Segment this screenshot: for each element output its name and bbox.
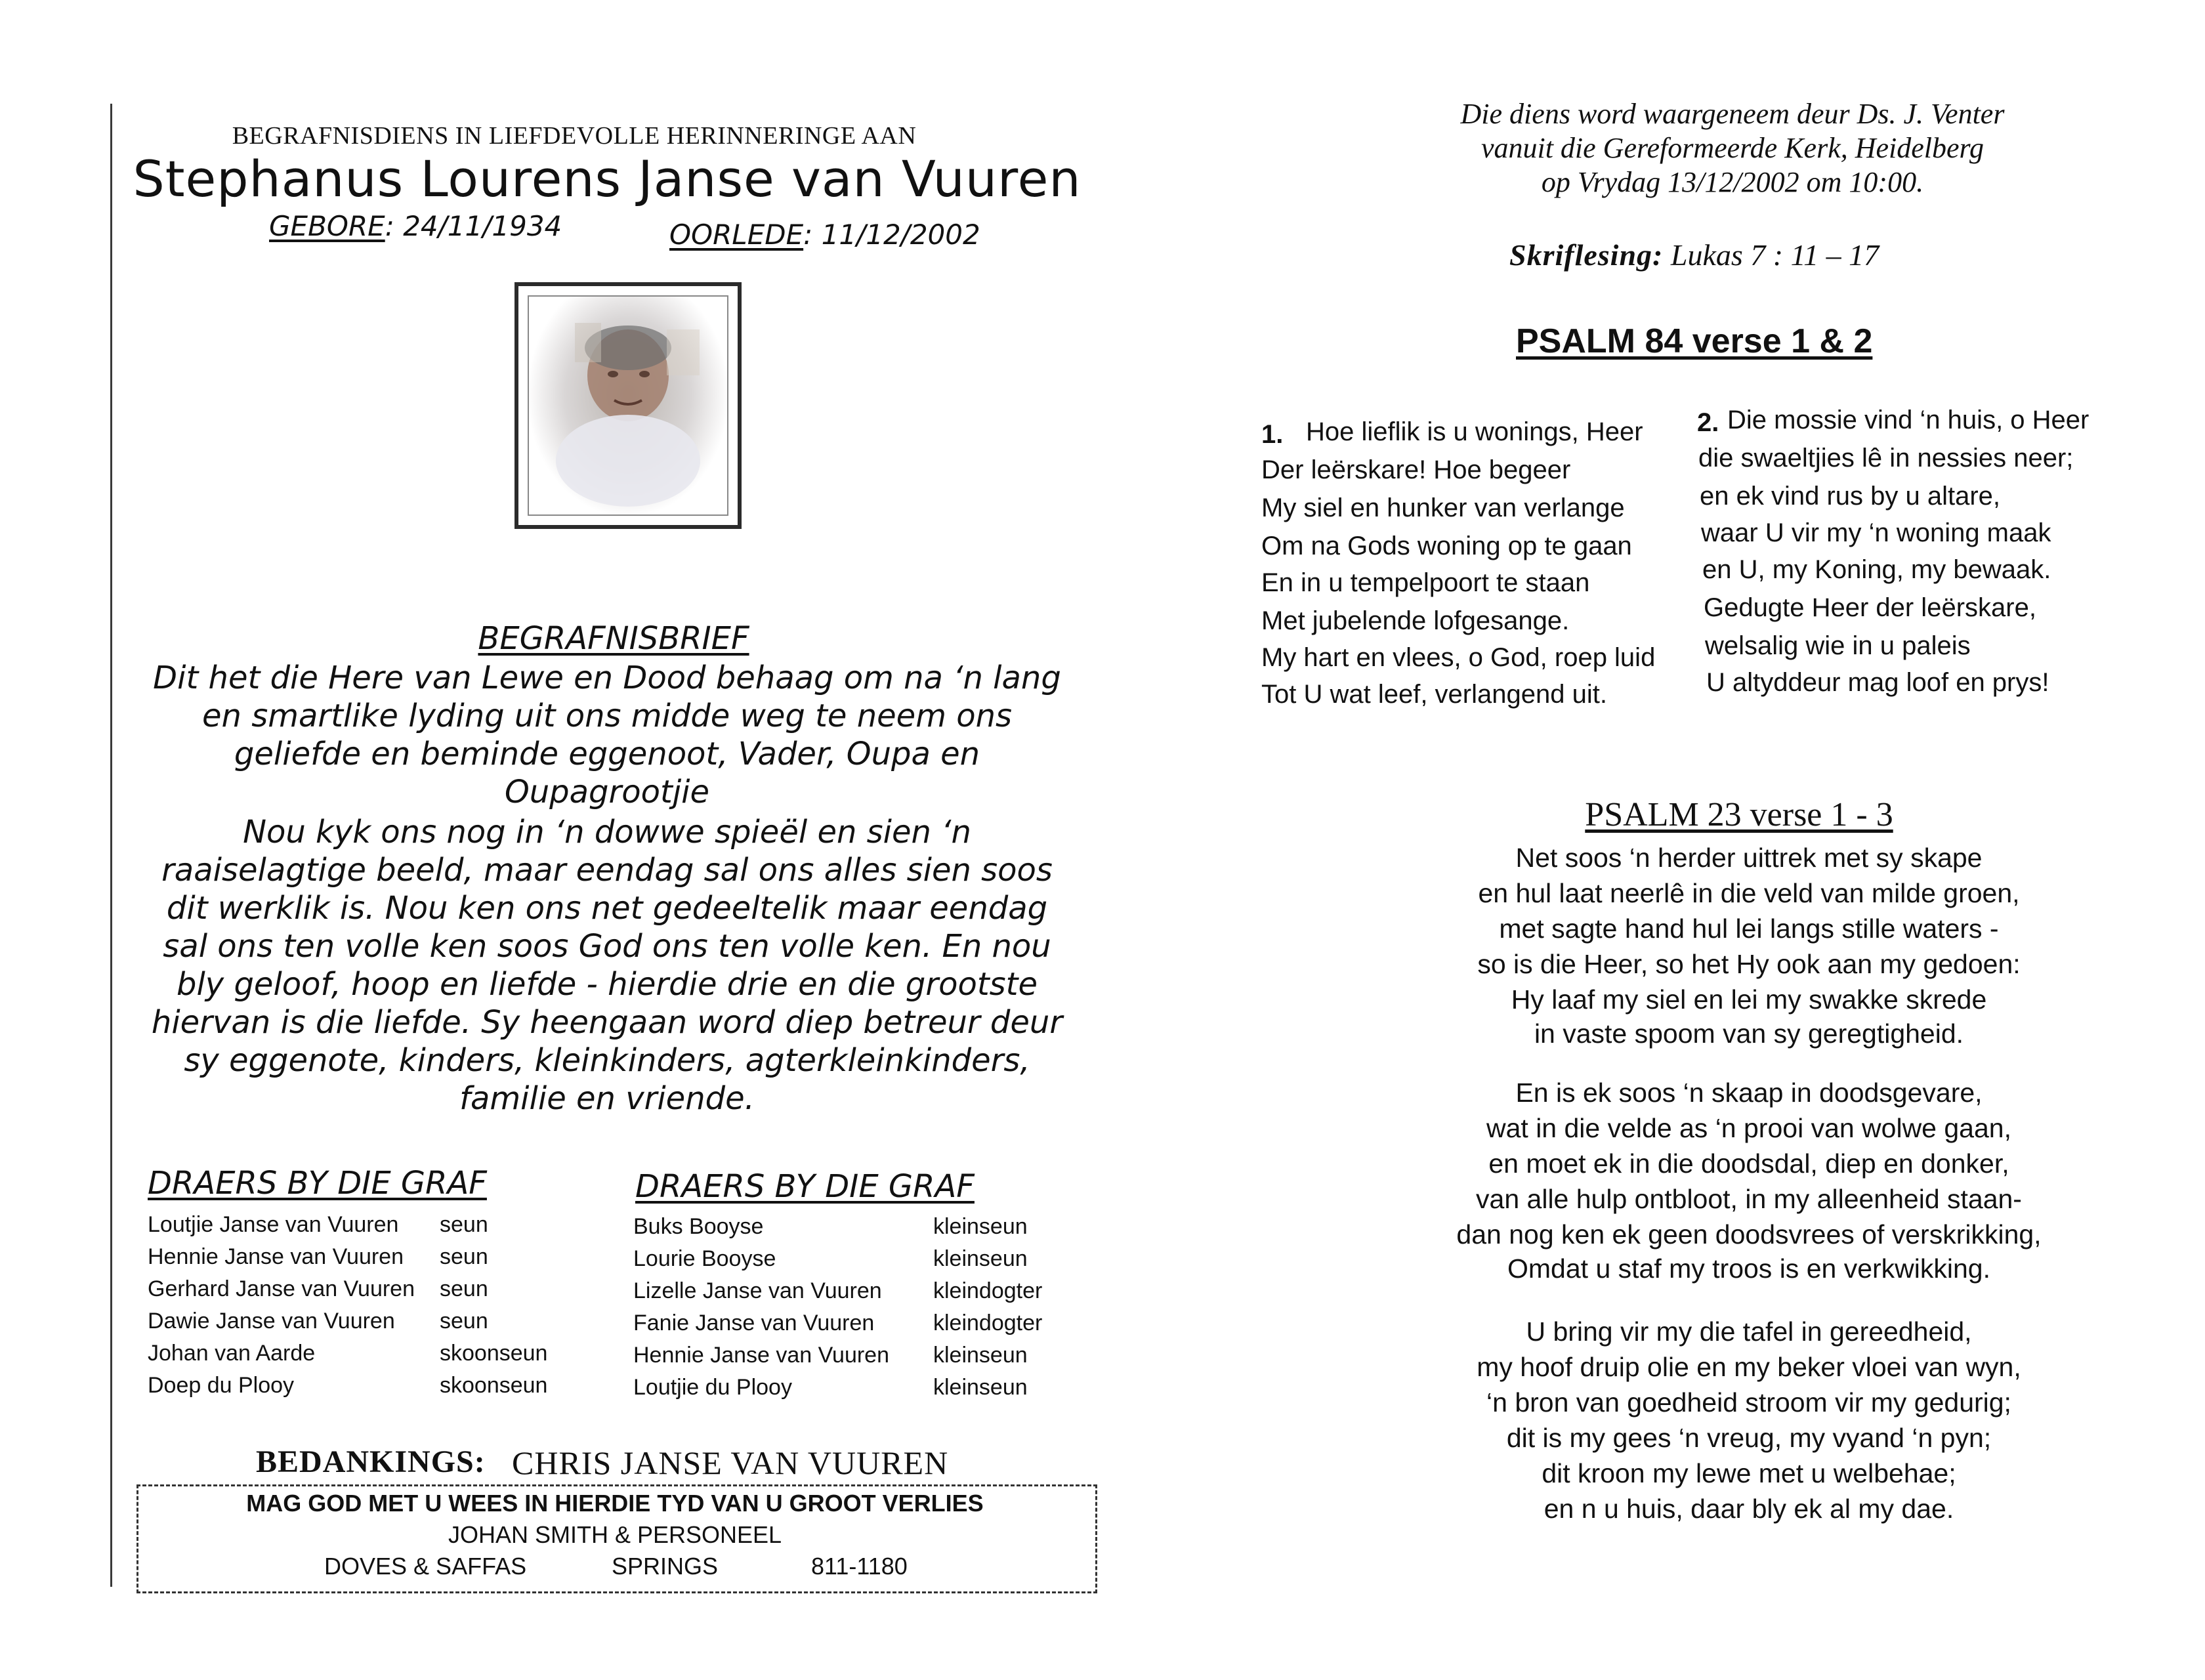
bearers-title-right: DRAERS BY DIE GRAF [635,1168,975,1205]
letter-line: geliefde en beminde eggenoot, Vader, Oupa en [234,736,980,772]
verse-line: waar U vir my ‘n woning maak [1701,518,2051,547]
undertaker-staff: JOHAN SMITH & PERSONEEL [448,1521,782,1548]
bearer-relation: skoonseun [440,1341,548,1366]
undertaker-phone: 811-1180 [811,1553,908,1580]
undertaker-name: DOVES & SAFFAS [324,1553,527,1580]
bearer-relation: kleinseun [933,1375,1028,1400]
bearer-relation: kleindogter [933,1278,1043,1303]
verse-line: en ek vind rus by u altare, [1700,482,2001,511]
psalm23-line: my hoof druip olie en my beker vloei van wyn, [1477,1352,2021,1382]
scripture-reading [1509,238,1879,272]
service-line: op Vrydag 13/12/2002 om 10:00. [1541,166,1924,198]
psalm23-line: Omdat u staf my troos is en verkwikking. [1507,1253,1990,1284]
portrait-photo [528,295,728,516]
undertaker-condolence: MAG GOD MET U WEES IN HIERDIE TYD VAN U GROOT VERLIES [246,1490,984,1517]
psalm23-line: U bring vir my die tafel in gereedheid, [1526,1316,1972,1347]
verse-line: My siel en hunker van verlange [1261,494,1625,522]
letter-line: Nou kyk ons nog in ‘n dowwe spieël en sien ‘n [243,814,971,850]
psalm23-line: en hul laat neerlê in die veld van milde groen, [1478,878,2020,908]
letter-line: bly geloof, hoop en liefde - hierdie drie en die grootste [176,966,1038,1003]
verse-line: En in u tempelpoort te staan [1261,568,1590,597]
verse-line: U altyddeur mag loof en prys! [1706,668,2049,697]
psalm23-line: so is die Heer, so het Hy ook aan my gedoen: [1477,949,2021,979]
bearer-name: Dawie Janse van Vuuren [148,1309,395,1334]
psalm23-line: met sagte hand hul lei langs stille waters - [1499,914,1999,944]
bearer-name: Fanie Janse van Vuuren [633,1311,875,1335]
thanks-label: BEDANKINGS: [256,1444,486,1479]
bearer-name: Buks Booyse [633,1214,764,1239]
verse-line: Tot U wat leef, verlangend uit. [1261,680,1607,709]
portrait-photo-frame [514,282,742,529]
bearer-relation: kleinseun [933,1246,1028,1271]
bearer-relation: seun [440,1309,488,1334]
psalm23-line: dit is my gees ‘n vreug, my vyand ‘n pyn; [1506,1423,1992,1453]
verse-line: Om na Gods woning op te gaan [1261,532,1632,560]
psalm23-line: wat in die velde as ‘n prooi van wolwe gaan, [1486,1113,2011,1143]
service-line: vanuit die Gereformeerde Kerk, Heidelberg [1480,132,1984,164]
birth-date-line [269,210,562,242]
verse-line: Die mossie vind ‘n huis, o Heer [1727,406,2090,434]
letter-line: en smartlike lyding uit ons midde weg te neem ons [201,698,1013,734]
bearer-name: Gerhard Janse van Vuuren [148,1276,415,1301]
bearer-name: Johan van Aarde [148,1341,316,1366]
bearer-relation: kleindogter [933,1311,1043,1335]
undertaker-town: SPRINGS [612,1553,719,1580]
died-label: OORLEDE [669,219,804,251]
verse-number: 2. [1697,408,1719,437]
letter-line: dit werklik is. Nou ken ons net gedeeltelik maar eendag [166,890,1048,927]
letter-line: familie en vriende. [459,1080,755,1117]
psalm23-line: Hy laaf my siel en lei my swakke skrede [1511,984,1987,1015]
verse-line: Gedugte Heer der leërskare, [1704,593,2036,622]
bearer-relation: skoonseun [440,1373,548,1398]
bearer-relation: kleinseun [933,1343,1028,1368]
born-date: : 24/11/1934 [385,210,562,242]
bearer-name: Doep du Plooy [148,1373,295,1398]
bearer-name: Lizelle Janse van Vuuren [633,1278,882,1303]
letter-line: Dit het die Here van Lewe en Dood behaag om na ‘n lang [153,660,1061,696]
bearer-name: Loutjie Janse van Vuuren [148,1212,399,1237]
verse-line: en U, my Koning, my bewaak. [1702,555,2051,584]
reading-label: Skriflesing: [1509,238,1664,272]
letter-heading: BEGRAFNISBRIEF [478,620,749,657]
psalm23-line: Net soos ‘n herder uittrek met sy skape [1515,843,1983,873]
verse-line: Der leërskare! Hoe begeer [1261,455,1571,484]
bearer-name: Lourie Booyse [633,1246,776,1271]
death-date-line [669,219,980,251]
bearer-relation: kleinseun [933,1214,1028,1239]
psalm23-line: van alle hulp ontbloot, in my alleenheid staan- [1476,1184,2022,1214]
letter-line: sal ons ten volle ken soos God ons ten volle ken. En nou [163,928,1051,965]
bearer-name: Hennie Janse van Vuuren [148,1244,404,1269]
bearer-relation: seun [440,1212,488,1237]
verse-line: Met jubelende lofgesange. [1261,606,1570,635]
bearer-name: Loutjie du Plooy [633,1375,792,1400]
letter-line: raaiselagtige beeld, maar eendag sal ons alles sien soos [161,852,1053,889]
reading-reference: Lukas 7 : 11 – 17 [1670,238,1880,272]
psalm23-line: En is ek soos ‘n skaap in doodsgevare, [1515,1078,1983,1108]
portrait-figure [529,297,727,514]
bearer-name: Hennie Janse van Vuuren [633,1343,890,1368]
psalm23-line: dan nog ken ek geen doodsvrees of verskrikking, [1456,1219,2042,1250]
letter-line: sy eggenote, kinders, kleinkinders, agterkleinkinders, [184,1042,1030,1079]
verse-number: 1. [1261,420,1284,449]
died-date: : 11/12/2002 [803,219,980,251]
service-line: Die diens word waargeneem deur Ds. J. Venter [1460,98,2005,130]
letter-line: Oupagrootjie [504,774,710,810]
psalm23-line: dit kroon my lewe met u welbehae; [1542,1458,1956,1488]
born-label: GEBORE [269,210,385,242]
verse-line: die swaeltjies lê in nessies neer; [1698,444,2074,472]
bearers-title-left: DRAERS BY DIE GRAF [148,1165,487,1202]
psalm23-line: en n u huis, daar bly ek al my dae. [1544,1494,1954,1524]
psalm23-title: PSALM 23 verse 1 - 3 [1585,796,1893,833]
deceased-name: Stephanus Lourens Janse van Vuuren [133,150,1082,208]
verse-line: My hart en vlees, o God, roep luid [1261,643,1656,672]
thanks-name: CHRIS JANSE VAN VUUREN [512,1444,949,1481]
psalm23-line: en moet ek in die doodsdal, diep en donker, [1488,1148,2009,1179]
bearer-relation: seun [440,1244,488,1269]
psalm23-line: in vaste spoom van sy geregtigheid. [1534,1018,1964,1049]
verse-line: Hoe lieflik is u wonings, Heer [1306,417,1643,446]
psalm23-line: ‘n bron van goedheid stroom vir my gedurig; [1486,1387,2011,1418]
header-caption: BEGRAFNISDIENS IN LIEFDEVOLLE HERINNERINGE AAN [232,122,917,150]
psalm84-title: PSALM 84 verse 1 & 2 [1516,322,1873,360]
letter-line: hiervan is die liefde. Sy heengaan word diep betreur deur [151,1004,1063,1041]
bearer-relation: seun [440,1276,488,1301]
verse-line: welsalig wie in u paleis [1705,631,1971,660]
left-margin-rule [110,104,112,1587]
